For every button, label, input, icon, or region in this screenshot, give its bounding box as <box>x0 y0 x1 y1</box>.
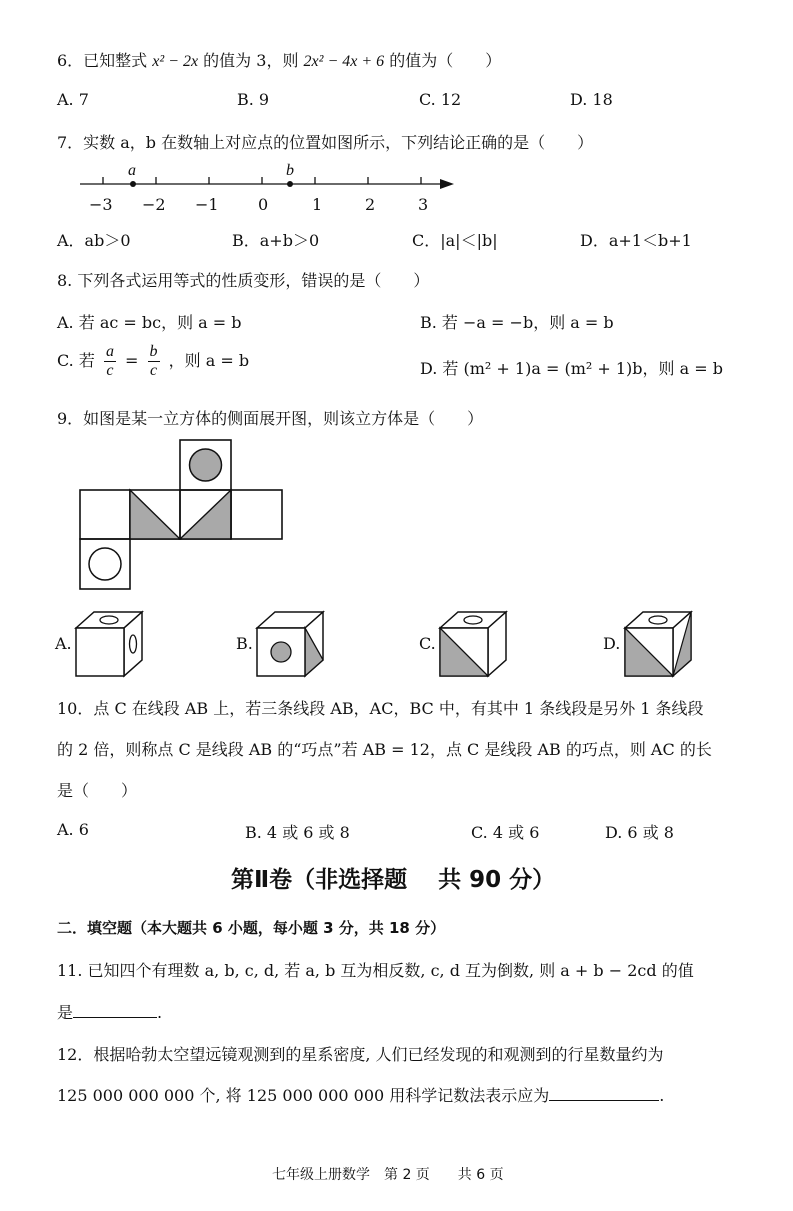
net-white-circle <box>89 548 121 580</box>
q9-option-b-label: B. <box>236 634 253 653</box>
q6-stem-pre: 6．已知整式 <box>57 51 148 70</box>
q6-expression-2: 2x² − 4x + 6 <box>303 53 385 70</box>
side-circle-icon <box>130 635 137 653</box>
number-line-arrow <box>440 179 454 189</box>
q11-prefix: 是 <box>57 1003 74 1022</box>
q8-c-equals: = <box>125 351 139 370</box>
q7-option-a: A．ab＞0 <box>57 231 131 250</box>
front-shaded-circle-icon <box>271 642 291 662</box>
net-triangle-right <box>180 490 231 539</box>
question-8-stem: 8. 下列各式运用等式的性质变形，错误的是（ ） <box>57 271 430 290</box>
q11-answer-blank[interactable] <box>73 1001 157 1018</box>
q9-option-c-cube <box>440 610 520 680</box>
q12-answer-blank[interactable] <box>549 1084 659 1101</box>
point-b-label: b <box>286 162 294 179</box>
net-square-1 <box>80 490 130 539</box>
q6-stem-post: 的值为（ ） <box>389 51 502 70</box>
tick-label-0: 0 <box>258 195 269 214</box>
tick-label-neg3: −3 <box>89 195 113 214</box>
point-b-dot <box>287 181 293 187</box>
point-a-label: a <box>128 162 136 179</box>
q10-option-c: C. 4 或 6 <box>471 823 540 842</box>
q8-frac1-denominator: c <box>106 362 114 379</box>
question-10-line-3: 是（ ） <box>57 781 138 800</box>
page-footer: 七年级上册数学 第 2 页 共 6 页 <box>272 1167 504 1183</box>
tick-label-2: 2 <box>365 195 376 214</box>
tick-label-1: 1 <box>312 195 323 214</box>
q8-frac2-numerator: b <box>149 343 158 360</box>
question-7-stem: 7．实数 a，b 在数轴上对应点的位置如图所示，下列结论正确的是（ ） <box>57 133 594 152</box>
tick-label-3: 3 <box>418 195 429 214</box>
q8-c-fraction-2 <box>148 343 160 380</box>
q9-option-a-cube <box>76 610 156 680</box>
q8-c-suffix: ，则 a = b <box>168 351 250 370</box>
q7-option-d: D．a+1＜b+1 <box>580 231 692 250</box>
net-square-4 <box>231 490 282 539</box>
question-12-line-2 <box>57 1083 664 1106</box>
question-10-line-1: 10．点 C 在线段 AB 上，若三条线段 AB，AC，BC 中，有其中 1 条线段是另外 1 条线段 <box>57 699 704 718</box>
q6-expression-1: x² − 2x <box>152 53 199 70</box>
q8-c-fraction-1 <box>104 343 116 380</box>
q8-frac1-numerator: a <box>105 343 114 360</box>
section-title: 第Ⅱ卷（非选择题 共 90 分） <box>231 867 556 893</box>
q10-option-d: D. 6 或 8 <box>605 823 674 842</box>
q8-option-d: D. 若 (m² + 1)a = (m² + 1)b，则 a = b <box>420 359 723 378</box>
net-triangle-left <box>130 490 180 539</box>
question-10-line-2: 的 2 倍，则称点 C 是线段 AB 的“巧点”若 AB = 12，点 C 是线段 AB 的巧点，则 AC 的长 <box>57 740 712 759</box>
question-11-line-1: 11. 已知四个有理数 a, b, c, d, 若 a, b 互为相反数, c, d 互为倒数, 则 a + b − 2cd 的值 <box>57 961 694 980</box>
q6-option-d: D. 18 <box>570 90 613 109</box>
q8-option-c <box>57 343 249 380</box>
q9-option-b-cube <box>257 610 337 680</box>
question-11-line-2 <box>57 1000 162 1023</box>
q9-option-c-label: C. <box>419 634 436 653</box>
number-line-figure <box>0 160 793 220</box>
q6-option-c: C. 12 <box>419 90 462 109</box>
q9-option-a-label: A. <box>55 634 72 653</box>
q8-option-a: A. 若 ac = bc，则 a = b <box>57 313 242 332</box>
tick-label-neg2: −2 <box>142 195 166 214</box>
point-a-dot <box>130 181 136 187</box>
q10-option-b: B. 4 或 6 或 8 <box>245 823 350 842</box>
question-6-stem <box>57 48 501 71</box>
question-12-line-1: 12．根据哈勃太空望远镜观测到的星系密度, 人们已经发现的和观测到的行星数量约为 <box>57 1045 664 1064</box>
q10-option-a: A. 6 <box>57 820 89 839</box>
q6-option-a: A. 7 <box>57 90 89 109</box>
question-9-stem: 9．如图是某一立方体的侧面展开图，则该立方体是（ ） <box>57 409 484 428</box>
q9-option-d-cube <box>625 610 705 680</box>
top-circle-icon <box>464 616 482 624</box>
tick-label-neg1: −1 <box>195 195 219 214</box>
q8-frac2-denominator: c <box>149 362 158 379</box>
q12-prefix: 125 000 000 000 个, 将 125 000 000 000 用科学记数法表示应为 <box>57 1086 550 1105</box>
q11-suffix: . <box>157 1003 163 1022</box>
q6-stem-mid: 的值为 3，则 <box>203 51 299 70</box>
q7-option-b: B．a+b＞0 <box>232 231 320 250</box>
cube-net-figure <box>0 436 793 596</box>
top-circle-icon <box>100 616 118 624</box>
net-shaded-circle <box>190 449 222 481</box>
section-heading: 二．填空题（本大题共 6 小题，每小题 3 分，共 18 分） <box>57 919 446 937</box>
top-circle-icon <box>649 616 667 624</box>
q6-option-b: B. 9 <box>237 90 270 109</box>
q8-c-prefix: C. 若 <box>57 351 95 370</box>
q7-option-c: C．|a|＜|b| <box>412 231 498 250</box>
q9-option-d-label: D. <box>603 634 621 653</box>
q8-option-b: B. 若 −a = −b，则 a = b <box>420 313 614 332</box>
q12-suffix: . <box>659 1086 665 1105</box>
